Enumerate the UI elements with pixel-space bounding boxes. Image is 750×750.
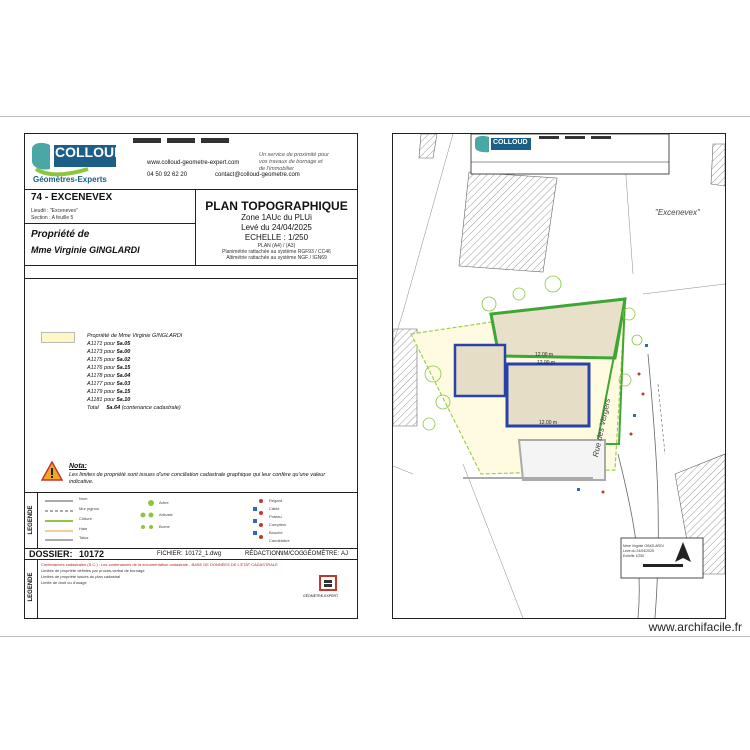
parcel-row: A1178 pour 5a.04 bbox=[87, 373, 131, 379]
parcel-row: A1171 pour 5a.05 bbox=[87, 341, 131, 347]
geometre-label: GÉOMÈTRE: bbox=[303, 551, 340, 557]
section-value: A feuille 5 bbox=[51, 215, 74, 221]
email-link[interactable]: contact@colloud-geometre.com bbox=[215, 172, 300, 178]
dimension-label: 12.00 m bbox=[539, 420, 558, 426]
lieudit-value: "Excenevex" bbox=[49, 208, 78, 214]
fichier-label: FICHIER: bbox=[157, 551, 183, 557]
dimension-label: 12.00 m bbox=[537, 360, 556, 366]
legend-item: Borne bbox=[159, 524, 170, 529]
legend2-label: LEGENDE bbox=[28, 572, 34, 602]
format: PLAN (A4) / (A3) bbox=[257, 243, 296, 249]
legend-item: Candélabre bbox=[269, 538, 290, 543]
redaction-label: RÉDACTION: bbox=[245, 551, 283, 557]
commune-title: 74 - EXCENEVEX bbox=[31, 192, 113, 203]
legend-item: Compteur bbox=[269, 522, 287, 527]
topographic-plan bbox=[393, 134, 725, 618]
legend-item: Nom bbox=[79, 496, 88, 501]
zone: Zone 1AUc du PLUi bbox=[241, 213, 312, 222]
company-name: COLLOUD bbox=[55, 144, 125, 160]
legend-item: Regard bbox=[269, 498, 283, 503]
legend-label: LEGENDE bbox=[28, 505, 34, 535]
survey-date: Levé du 24/04/2025 bbox=[241, 223, 312, 232]
legend-item: Mur pignon bbox=[79, 506, 100, 511]
legend-side bbox=[25, 493, 38, 548]
dimension-label: 12.00 m bbox=[535, 352, 554, 358]
fichier-value: 10172_1.dwg bbox=[185, 551, 222, 557]
ref-line-1: Planimétrie rattachée au système RGF93 / CC46 bbox=[222, 249, 331, 255]
redaction-value: NM/COG bbox=[279, 551, 304, 557]
lieudit-label: Lieudit : bbox=[31, 208, 49, 214]
firm-caption: GÉOMÈTRE-EXPERT bbox=[303, 594, 339, 598]
plan-title: PLAN TOPOGRAPHIQUE bbox=[205, 199, 348, 213]
owner-block bbox=[25, 223, 196, 265]
warning-icon bbox=[41, 461, 63, 481]
parcel-row: A1177 pour 5a.03 bbox=[87, 381, 131, 387]
legend2-side bbox=[25, 560, 38, 618]
legend-item: Bouche bbox=[269, 530, 283, 535]
owner-line-2: Mme Virginie GINGLARDI bbox=[31, 245, 140, 255]
section-label: Section : bbox=[31, 215, 51, 221]
header-tabs bbox=[133, 138, 233, 144]
legend2-text: Contenances cadastrales (S.C.) : Les contenances de la documentation cadastrale - BASE DE DONNÉES DE L'ETAT CADASTRALE Limites de propriété définies par procès-verbal de bornage Limites de propriété issues du plan cadastral Limite de droit ou d'usage bbox=[41, 562, 278, 585]
parcel-row: A1179 pour 5a.15 bbox=[87, 389, 131, 395]
owner-line-1: Propriété de bbox=[31, 229, 90, 240]
website-link[interactable]: www.colloud-geometre-expert.com bbox=[147, 160, 240, 166]
scale: ECHELLE : 1/250 bbox=[244, 233, 309, 242]
legend-item: Arbuste bbox=[159, 512, 173, 517]
parcel-row: A1173 pour 5a.00 bbox=[87, 349, 131, 355]
parcels-title: Propriété de Mme Virginie GINGLARDI bbox=[87, 333, 183, 339]
company-name: COLLOUD bbox=[493, 139, 528, 146]
parcel-total: Total 5a.64 (contenance cadastrale) bbox=[87, 405, 181, 411]
dossier-bar bbox=[25, 549, 357, 559]
commune-block bbox=[25, 189, 196, 224]
company-tagline: Géomètres-Experts bbox=[33, 175, 107, 184]
legend-item: Arbre bbox=[159, 500, 169, 505]
nota-title: Nota: bbox=[69, 463, 87, 470]
geometre-value: AJ bbox=[341, 551, 349, 557]
legend-item: Talus bbox=[79, 535, 89, 540]
left-sheet bbox=[24, 133, 358, 619]
parcel-row: A1176 pour 5a.15 bbox=[87, 365, 131, 371]
parcel-row: A1175 pour 5a.02 bbox=[87, 357, 131, 363]
firm-logo bbox=[318, 574, 338, 592]
ref-line-2: Altimétrie rattachée au système NGF / IGN69 bbox=[226, 255, 327, 261]
nota-text: Les limites de propriété sont issues d'une conciliation cadastrale graphique qui leur confère qu'une valeur indicative. bbox=[69, 472, 326, 485]
legend-item: Câble bbox=[269, 506, 280, 511]
dossier-label: DOSSIER: bbox=[29, 549, 73, 559]
cartouche-text: Mme Virginie GINGLARDI Levé du 24/04/2025 Echelle 1/250 bbox=[623, 544, 664, 558]
road-name: Rue des Vergers bbox=[591, 397, 613, 458]
legend-item: Haie bbox=[79, 526, 88, 531]
header-block bbox=[25, 134, 357, 190]
dossier-value: 10172 bbox=[79, 549, 105, 559]
parcel-row: A1181 pour 5a.10 bbox=[87, 397, 131, 403]
place-name: "Excenevex" bbox=[655, 208, 700, 217]
legend-item: Clôture bbox=[79, 516, 92, 521]
watermark[interactable]: www.archifacile.fr bbox=[648, 620, 742, 634]
phone-number: 04 50 92 62 20 bbox=[147, 172, 188, 178]
legend-item: Poteau bbox=[269, 514, 282, 519]
parcel-swatch bbox=[41, 332, 75, 343]
right-sheet bbox=[392, 133, 726, 619]
parcels-list bbox=[87, 332, 287, 412]
slogan: Un service de proximité pour vos travaux de bornage et de l'immobilier bbox=[259, 152, 330, 172]
title-block bbox=[196, 189, 357, 265]
